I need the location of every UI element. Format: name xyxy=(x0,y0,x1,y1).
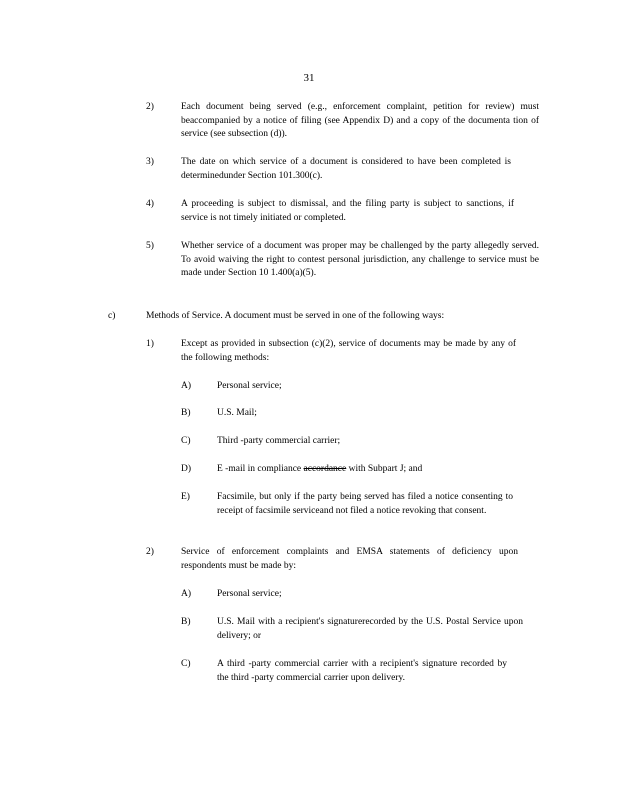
method-text-before: E -mail in compliance xyxy=(217,464,302,474)
item-text: Whether service of a document was proper may be challenged by the party allegedly served. To avoid waiving the right to contest personal jurisdiction, any challenge to service must be made under Section 10 1.400(a)(5). xyxy=(181,241,539,279)
item-label: 5) xyxy=(146,241,154,251)
method-label: C) xyxy=(181,659,191,669)
method-text xyxy=(217,463,517,477)
method-text-after: with Subpart J; and xyxy=(348,464,423,474)
item-label: 4) xyxy=(146,199,154,209)
method-text: Facsimile, but only if the party being served has filed a notice consenting to receipt of facsimile serviceand not filed a notice revoking that consent. xyxy=(217,492,513,516)
method-text: U.S. Mail; xyxy=(217,408,257,418)
item-text: A proceeding is subject to dismissal, and the filing party is subject to sanctions, if service is not timely initiated or completed. xyxy=(181,199,514,223)
method-text: Third -party commercial carrier; xyxy=(217,436,341,446)
item-label: 2) xyxy=(146,102,154,112)
method-text: Personal service; xyxy=(217,589,282,599)
subitem-label: 1) xyxy=(146,339,154,349)
subitem-text: Service of enforcement complaints and EMSA statements of deficiency upon respondents must be made by: xyxy=(181,547,518,571)
struck-word: accordance xyxy=(303,464,347,474)
page-number: 31 xyxy=(303,72,315,84)
method-label: B) xyxy=(181,408,191,418)
item-label: 3) xyxy=(146,157,154,167)
method-label: A) xyxy=(181,381,192,391)
item-text: Each document being served (e.g., enforcement complaint, petition for review) must beaccompanied by a notice of filing (see Appendix D) and a copy of the documenta tion of service (see subsection (d)). xyxy=(181,102,539,140)
section-heading: Methods of Service. A document must be served in one of the following ways: xyxy=(146,311,445,321)
method-label: E) xyxy=(181,492,190,502)
section-label: c) xyxy=(108,311,116,321)
subitem-label: 2) xyxy=(146,547,154,557)
method-label: B) xyxy=(181,617,191,627)
method-label: A) xyxy=(181,589,192,599)
method-label: C) xyxy=(181,436,191,446)
method-text: Personal service; xyxy=(217,381,282,391)
method-label: D) xyxy=(181,464,192,474)
method-text: U.S. Mail with a recipient's signaturerecorded by the U.S. Postal Service upon delivery; or xyxy=(217,617,523,641)
item-text: The date on which service of a document is considered to have been completed is determinedunder Section 101.300(c). xyxy=(181,157,511,181)
method-text: A third -party commercial carrier with a recipient's signature recorded by the third -party commercial carrier upon delivery. xyxy=(217,659,507,683)
subitem-text: Except as provided in subsection (c)(2), service of documents may be made by any of the following methods: xyxy=(181,339,516,363)
